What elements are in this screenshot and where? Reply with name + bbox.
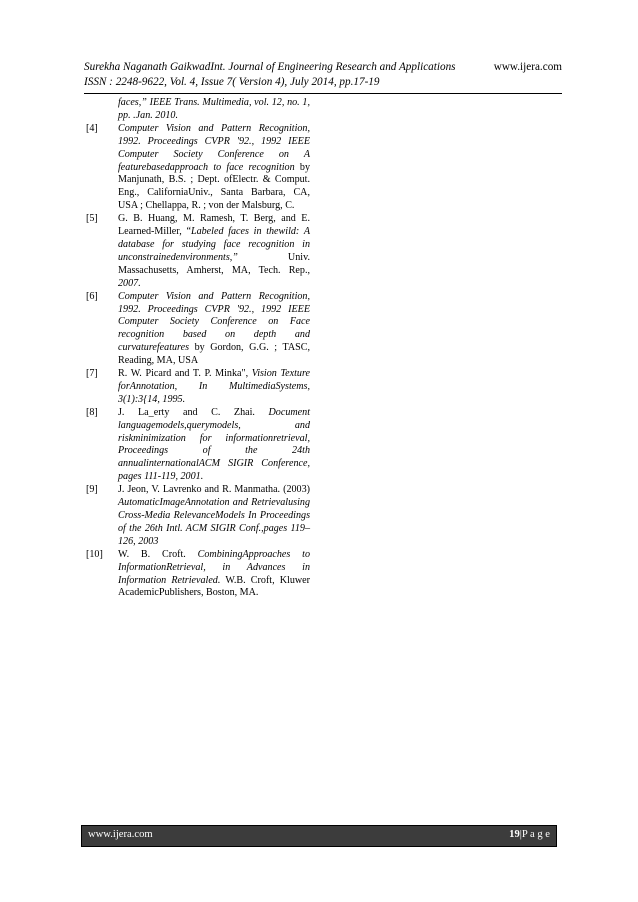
reference-number: [9] [86, 484, 98, 496]
reference-item [86, 213, 310, 290]
issn-info: ISSN : 2248-9622, Vol. 4, Issue 7( Version 4), July 2014, pp.17-19 [84, 76, 380, 88]
reference-text-segment: G. B. Huang, M. Ramesh, T. Berg, and E. Learned-Miller, “ [118, 213, 310, 238]
reference-number: [10] [86, 548, 103, 560]
reference-text-segment: W. B. Croft. [118, 548, 198, 560]
reference-text-segment: W.B. Croft, Kluwer AcademicPublishers, Boston, MA. [118, 574, 311, 599]
reference-item [86, 291, 310, 368]
reference-text-segment: 2007. [118, 277, 141, 289]
reference-item [86, 407, 310, 484]
page-label: |P a g e [519, 829, 550, 840]
reference-number: [5] [86, 213, 98, 225]
reference-number: [8] [86, 406, 98, 418]
reference-text-segment: Computer Vision and Pattern Recognition, 1992. Proceedings CVPR '92., 1992 IEEE Computer Society Conference on Face recognition based on depth and curvaturefeatures [118, 290, 310, 354]
footer-website: www.ijera.com [88, 829, 153, 840]
reference-text-segment: J. Jeon, V. Lavrenko and R. Manmatha. (2003) [118, 484, 310, 496]
reference-text-segment: Vision Texture forAnnotation, In MultimediaSystems, 3(1):3{14, 1995. [118, 368, 310, 405]
reference-item [86, 97, 310, 123]
reference-text-segment: AutomaticImageAnnotation and Retrievalusing Cross-Media RelevanceModels In Proceedings of the 26th Intl. ACM SIGIR Conf.,pages 119–126, 2003 [118, 497, 310, 547]
header-line-1 [84, 60, 562, 75]
journal-citation: Surekha Naganath GaikwadInt. Journal of Engineering Research and Applications [84, 61, 456, 73]
header-rule [84, 93, 562, 94]
reference-text [118, 549, 310, 601]
reference-text-segment: faces,” IEEE Trans. Multimedia, vol. 12, no. 1, pp. .Jan. 2010. [118, 97, 310, 121]
reference-item [86, 484, 310, 549]
reference-text [118, 213, 310, 290]
reference-text [118, 484, 310, 549]
reference-text-segment: Univ. Massachusetts, Amherst, MA, Tech. Rep., [118, 251, 310, 276]
reference-text-segment: J. La_erty and C. Zhai. [118, 406, 269, 418]
reference-item [86, 549, 310, 601]
reference-text-segment: Document languagemodels,querymodels, and riskminimization for informationretrieval, Proceedings of the 24th annualinternationalACM SIGIR Conference, pages 111-119, 2001. [118, 406, 310, 483]
reference-text-segment: Computer Vision and Pattern Recognition, 1992. Proceedings CVPR '92., 1992 IEEE Computer Society Conference on A featurebasedapproach to face recognition [118, 122, 310, 173]
page-header [84, 60, 562, 90]
reference-number: [4] [86, 122, 98, 134]
reference-text [118, 291, 310, 368]
reference-text-segment: CombiningApproaches to InformationRetrieval, in Advances in Information Retrievaled. [118, 548, 310, 586]
reference-text [118, 407, 310, 484]
page-footer [81, 825, 557, 847]
journal-website: www.ijera.com [493, 61, 562, 73]
reference-text [118, 368, 310, 407]
page-number-value: 19 [509, 829, 520, 840]
reference-number: [6] [86, 290, 98, 302]
reference-text-segment: by Gordon, G.G. ; TASC, Reading, MA, USA [118, 342, 310, 367]
reference-item [86, 123, 310, 213]
reference-text-segment: R. W. Picard and T. P. Minka", [118, 368, 252, 380]
reference-item [86, 368, 310, 407]
reference-text [118, 123, 310, 213]
reference-text [118, 97, 310, 123]
reference-text-segment: by Manjunath, B.S. ; Dept. ofElectr. & Comput. Eng., CaliforniaUniv., Santa Barbara, CA, USA ; Chellappa, R. ; von der Malsburg, C. [118, 161, 310, 212]
page-number [509, 829, 550, 840]
references-list [86, 97, 310, 600]
reference-number: [7] [86, 368, 98, 380]
reference-text-segment: Labeled faces in thewild: A database for studying face recognition in unconstrainedenvironments,” [118, 226, 310, 263]
